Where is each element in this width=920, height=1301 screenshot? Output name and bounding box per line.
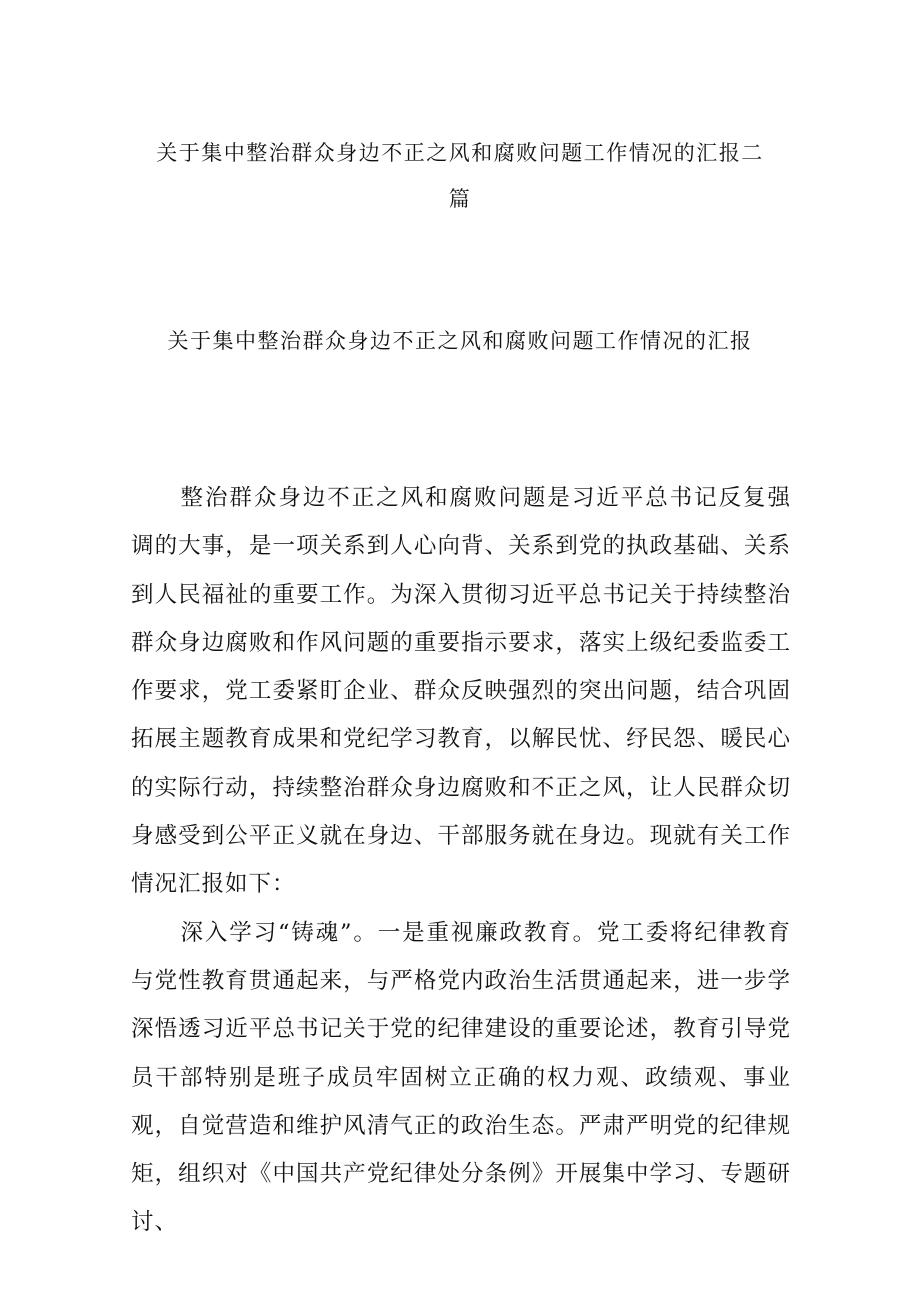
- body-paragraph: 深入学习“铸魂”。一是重视廉政教育。党工委将纪律教育与党性教育贯通起来，与严格党内政治生活贯通起来，进一步学深悟透习近平总书记关于党的纪律建设的重要论述，教育引导党员干部特别是班子成员牢固树立正确的权力观、政绩观、事业观，自觉营造和维护风清气正的政治生态。严肃严明党的纪律规矩，组织对《中国共产党纪律处分条例》开展集中学习、专题研讨、: [131, 919, 791, 1236]
- body-paragraph: 整治群众身边不正之风和腐败问题是习近平总书记反复强调的大事，是一项关系到人心向背、关系到党的执政基础、关系到人民福祉的重要工作。为深入贯彻习近平总书记关于持续整治群众身边腐败和作风问题的重要指示要求，落实上级纪委监委工作要求，党工委紧盯企业、群众反映强烈的突出问题，结合巩固拓展主题教育成果和党纪学习教育，以解民忧、纾民怨、暖民心的实际行动，持续整治群众身边腐败和不正之风，让人民群众切身感受到公平正义就在身边、干部服务就在身边。现就有关工作情况汇报如下：: [131, 485, 791, 898]
- document-body: [131, 474, 791, 1247]
- document-main-title: 关于集中整治群众身边不正之风和腐败问题工作情况的汇报二篇: [156, 141, 764, 211]
- document-sub-title: 关于集中整治群众身边不正之风和腐败问题工作情况的汇报: [167, 329, 753, 353]
